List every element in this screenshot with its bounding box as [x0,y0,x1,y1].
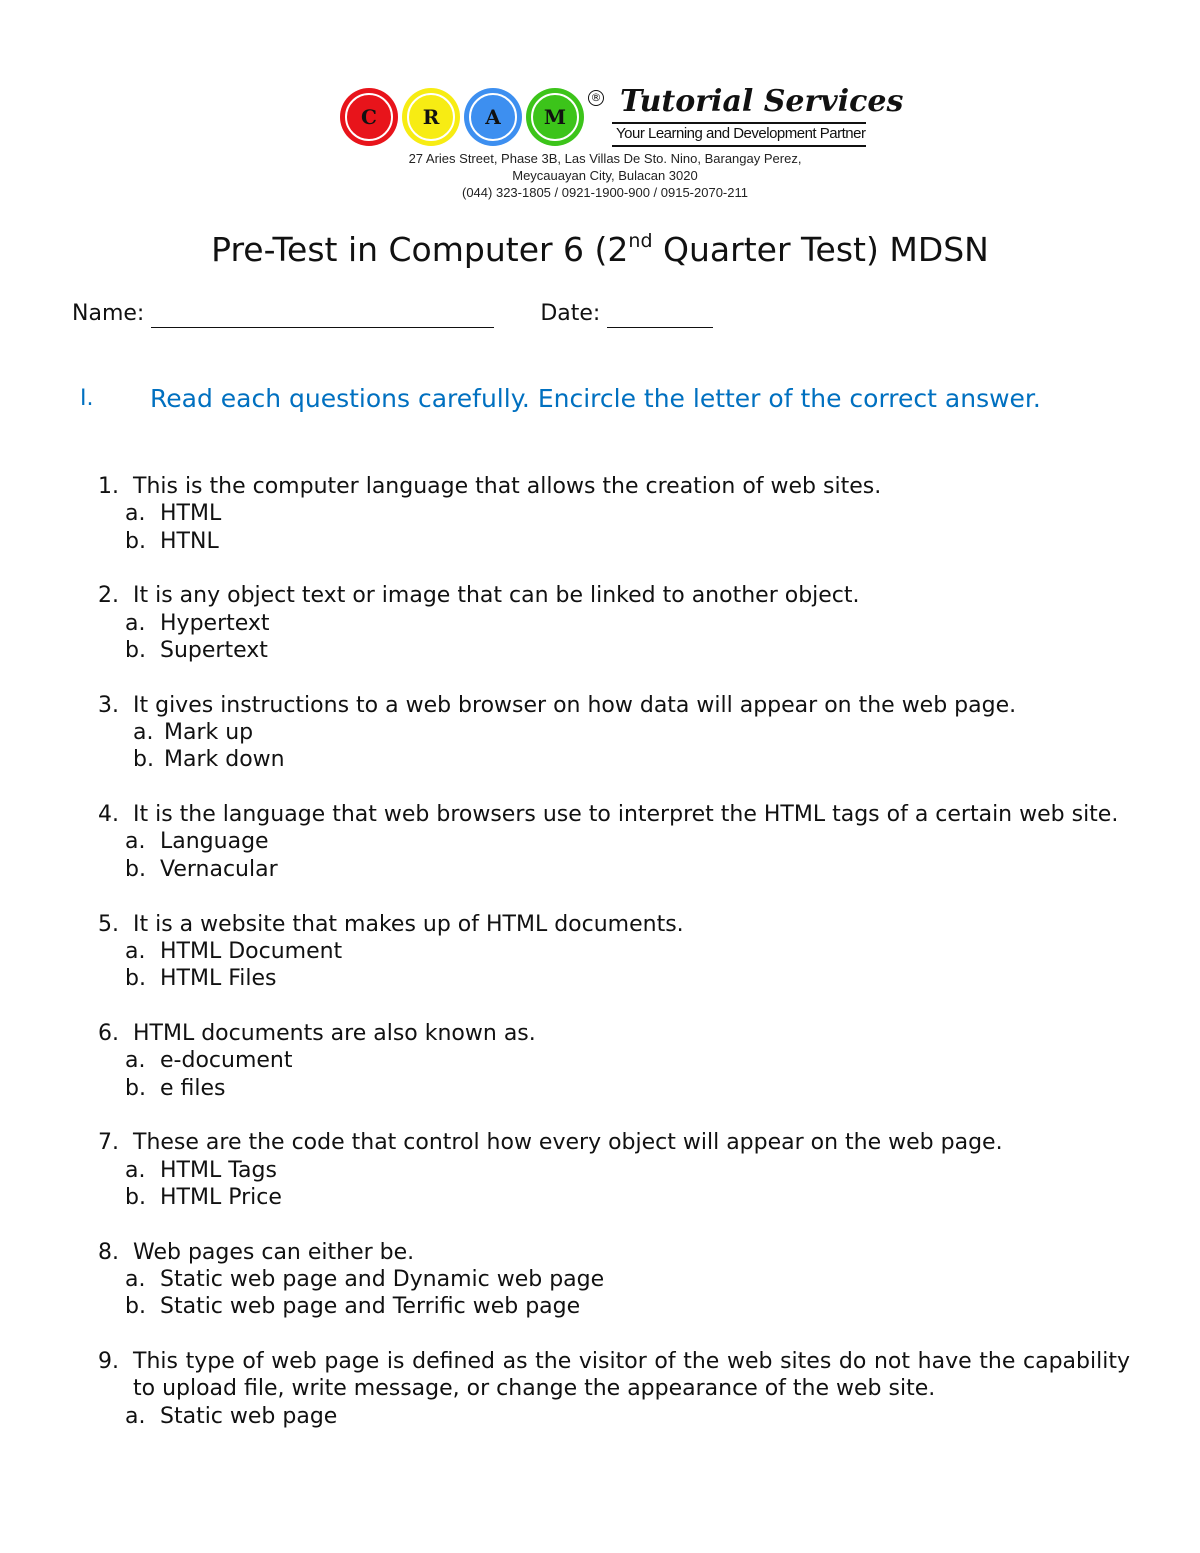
option-text: Supertext [160,637,268,663]
question-item [98,1239,1130,1321]
question-text: It is the language that web browsers use to interpret the HTML tags of a certain web site. [133,802,1119,828]
question-text: This type of web page is defined as the visitor of the web sites do not have the capability to upload file, write message, or change the appearance of the web site. [133,1349,1130,1402]
brand-name: Tutorial Services [620,84,904,119]
question-number: 1. [98,474,119,499]
option-text: e-document [160,1048,293,1074]
option-letter: b. [125,528,146,554]
question-number: 2. [98,583,119,609]
answer-option[interactable] [98,828,1130,855]
answer-option[interactable] [98,500,1130,527]
cram-logo [340,84,904,204]
answer-option[interactable] [98,1403,1130,1430]
logo-letter: A [469,93,517,141]
answer-option[interactable] [98,856,1130,883]
answer-option[interactable] [98,1266,1130,1293]
question-line [98,582,1130,609]
page-title: Pre-Test in Computer 6 (2nd Quarter Test) MDSN [211,230,989,269]
question-number: 5. [98,911,119,937]
question-item [98,582,1130,664]
question-line [98,1348,1130,1403]
option-letter: a. [125,1048,146,1074]
option-letter: b. [133,747,154,773]
question-text: This is the computer language that allows the creation of web sites. [133,474,882,499]
option-letter: a. [125,1403,146,1429]
answer-option[interactable] [98,637,1130,664]
registered-mark-icon: ® [588,90,604,106]
question-line [98,1129,1130,1156]
option-letter: a. [125,938,146,964]
option-text: HTML [160,501,222,527]
question-number: 6. [98,1020,119,1046]
section-number: I. [80,386,94,411]
logo-circle [526,88,584,146]
question-number: 8. [98,1239,119,1265]
answer-option[interactable] [98,1157,1130,1184]
title-text: Pre-Test in Computer 6 (2 [211,230,629,269]
option-text: Language [160,829,269,855]
logo-letter: M [531,93,579,141]
logo-letter: R [407,93,455,141]
question-list [98,473,1130,1458]
address-block [340,150,870,201]
name-label: Name: [72,301,145,326]
option-letter: b. [125,966,146,992]
question-line [98,692,1130,719]
address-line: Meycauayan City, Bulacan 3020 [512,168,698,183]
question-item [98,801,1130,883]
answer-option[interactable] [98,610,1130,637]
divider [612,145,866,147]
question-line [98,911,1130,938]
date-field[interactable] [607,305,713,328]
question-line [98,801,1130,828]
phone-line: (044) 323-1805 / 0921-1900-900 / 0915-2070-211 [462,185,748,200]
option-text: Static web page [160,1403,338,1429]
option-letter: a. [125,1267,146,1293]
question-line [98,1239,1130,1266]
question-text: Web pages can either be. [133,1239,415,1265]
answer-option[interactable] [98,1047,1130,1074]
question-text: It gives instructions to a web browser on how data will appear on the web page. [133,692,1017,718]
option-text: Mark up [164,720,254,746]
logo-letter: C [345,93,393,141]
answer-option[interactable] [98,719,1130,746]
option-letter: b. [125,1184,146,1210]
answer-option[interactable] [98,1075,1130,1102]
question-item [98,473,1130,555]
answer-option[interactable] [98,1293,1130,1320]
section-heading [80,383,1080,414]
option-text: HTML Tags [160,1157,277,1183]
option-letter: a. [125,829,146,855]
logo-circle [340,88,398,146]
option-letter: a. [125,1157,146,1183]
option-text: HTML Files [160,966,277,992]
tagline: Your Learning and Development Partner [616,125,866,142]
option-text: Static web page and Terrific web page [160,1294,581,1320]
option-text: Hypertext [160,610,270,636]
question-item [98,1348,1130,1430]
question-number: 9. [98,1349,119,1375]
answer-option[interactable] [98,938,1130,965]
option-letter: a. [125,501,146,527]
option-letter: a. [133,720,154,746]
option-text: Mark down [164,747,285,773]
title-text: Quarter Test) MDSN [652,230,989,269]
question-line [98,473,1130,500]
question-text: These are the code that control how every object will appear on the web page. [133,1130,1003,1156]
option-text: HTNL [160,528,219,554]
section-instruction: Read each questions carefully. Encircle the letter of the correct answer. [150,384,1041,413]
question-text: It is any object text or image that can be linked to another object. [133,583,860,609]
answer-option[interactable] [98,965,1130,992]
student-info-row [72,300,713,328]
address-line: 27 Aries Street, Phase 3B, Las Villas De Sto. Nino, Barangay Perez, [408,151,802,166]
question-line [98,1020,1130,1047]
option-letter: a. [125,610,146,636]
option-text: Static web page and Dynamic web page [160,1267,605,1293]
logo-circle [402,88,460,146]
option-text: HTML Price [160,1184,282,1210]
question-text: It is a website that makes up of HTML documents. [133,911,684,937]
option-letter: b. [125,637,146,663]
question-item [98,1129,1130,1211]
option-letter: b. [125,1294,146,1320]
question-item [98,692,1130,774]
logo-circle [464,88,522,146]
question-number: 3. [98,692,119,718]
option-letter: b. [125,1075,146,1101]
divider [612,122,866,124]
question-text: HTML documents are also known as. [133,1020,536,1046]
answer-option[interactable] [98,746,1130,773]
date-label: Date: [540,301,601,326]
question-item [98,1020,1130,1102]
answer-option[interactable] [98,1184,1130,1211]
question-number: 4. [98,802,119,828]
question-item [98,911,1130,993]
option-text: e files [160,1075,226,1101]
question-number: 7. [98,1130,119,1156]
option-text: Vernacular [160,856,278,882]
option-letter: b. [125,856,146,882]
name-field[interactable] [151,305,494,328]
option-text: HTML Document [160,938,343,964]
answer-option[interactable] [98,528,1130,555]
